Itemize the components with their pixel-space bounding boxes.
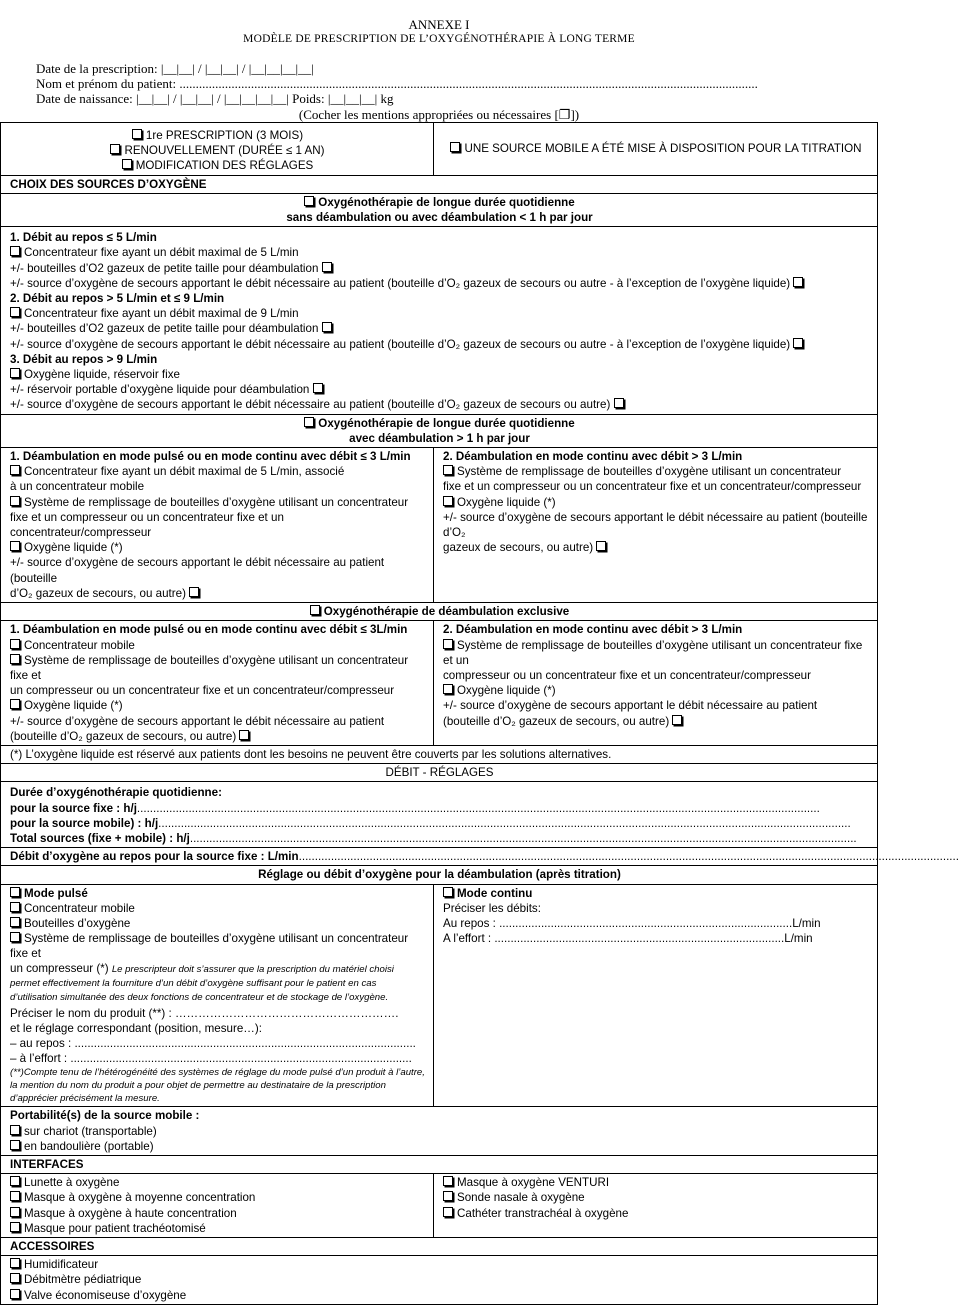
checkbox-icon[interactable] [322, 322, 332, 332]
renewal-option[interactable]: RENOUVELLEMENT (DURÉE ≤ 1 AN) [10, 143, 425, 158]
checkbox-icon[interactable] [10, 496, 20, 506]
checkbox-icon[interactable] [672, 715, 682, 725]
continu-effort-field[interactable]: A l’effort : ..........................................................................................L/min [443, 932, 813, 946]
patient-name[interactable]: Nom et prénom du patient: .................................................................................................................................................................................. [36, 76, 758, 91]
annex-title: ANNEXE I [408, 17, 470, 32]
avec-left-option-2[interactable]: Système de remplissage de bouteilles d’oxygène utilisant un concentrateur [10, 495, 425, 510]
checkbox-icon[interactable] [443, 684, 453, 694]
checkbox-icon[interactable] [10, 654, 20, 664]
excl-right-option-1[interactable]: Système de remplissage de bouteilles d’oxygène utilisant un concentrateur fixe et un [443, 638, 863, 667]
checkbox-icon[interactable] [793, 277, 803, 287]
mode-pulse: Mode pulsé Concentrateur mobile Bouteilles d’oxygène Système de remplissage de bouteilles d’oxygène utilisant un concentrateur fixe et un compresseur (*) Le prescripteur doit s’assurer que la prescription du matériel choisi permet effectivement la fourniture d’un débit d’oxygène suffisant pour le patient en cas d’utilisation simultanée des deux fonctions de concentrateur et de stockage de l’oxygène. Préciser le nom du produit (**) : …………………………………………………. et le réglage correspondant (position, mesure…): – au repos : .......................................................................................................... – à l’effort : .......................................................................................................... (**)Compte tenu de l’hétérogénéité des systèmes de réglage du mode pulsé d’un produit à l’autre, la mention du nom du produit a pour objet de permettre au destinataire de la prescription d’apprécier précisément la mesure. [1, 884, 434, 1107]
checkbox-icon[interactable] [110, 144, 120, 154]
checkbox-icon[interactable] [122, 159, 132, 169]
pulse-effort-field[interactable]: – à l’effort : .......................................................................................................... [10, 1052, 412, 1066]
checkbox-icon[interactable] [310, 605, 320, 615]
avec-right-option-3[interactable]: gazeux de secours, ou autre) [443, 540, 869, 555]
exclusive-left: 1. Déambulation en mode pulsé ou en mode continu avec débit ≤ 3L/min Concentrateur mobile Système de remplissage de bouteilles d’oxygène utilisant un concentrateur fixe et un compresseur ou un concentrateur fixe et un concentrateur/compresseur Oxygène liquide (*) +/- source d’oxygène de secours apportant le débit nécessaire au patient (bouteille d’O₂ gazeux de secours, ou autre) [1, 621, 434, 746]
checkbox-icon[interactable] [10, 902, 20, 912]
checkbox-icon[interactable] [10, 465, 20, 475]
checkbox-icon[interactable] [443, 1207, 453, 1217]
excl-left-option-2[interactable]: Système de remplissage de bouteilles d’oxygène utilisant un concentrateur fixe et [10, 653, 409, 682]
checkbox-icon[interactable] [10, 639, 20, 649]
checkbox-icon[interactable] [10, 1289, 20, 1299]
checkbox-icon[interactable] [304, 196, 314, 206]
h1-option-1[interactable]: Concentrateur fixe ayant un débit maximal de 5 L/min [10, 245, 869, 260]
checkbox-icon[interactable] [322, 262, 332, 272]
portab-option-2[interactable]: en bandoulière (portable) [10, 1139, 869, 1154]
debit-repos-field[interactable]: Débit d’oxygène au repos pour la source fixe : L/min............................................................................................................................................................................................................. [1, 848, 878, 866]
checkbox-icon[interactable] [10, 307, 20, 317]
checkbox-icon[interactable] [443, 465, 453, 475]
h2-option-3[interactable]: +/- source d’oxygène de secours apportant le débit nécessaire au patient (bouteille d’O₂ gazeux de secours ou autre - à l’exception de l’oxygène liquide) [10, 337, 869, 352]
accessoire-valve[interactable]: Valve économiseuse d’oxygène [10, 1288, 869, 1303]
mode-continu: Mode continu Préciser les débits: Au repos : ...........................................................................................L/min A l’effort : ..........................................................................................L/min [434, 884, 878, 1107]
checkbox-icon[interactable] [10, 1222, 20, 1232]
avec-left-option-4[interactable]: d’O₂ gazeux de secours, ou autre) [10, 586, 425, 601]
debit-reglages-title: DÉBIT - RÉGLAGES [1, 764, 878, 782]
interface-sonde[interactable]: Sonde nasale à oxygène [443, 1190, 869, 1205]
longue-avec-right: 2. Déambulation en mode continu avec débit > 3 L/min Système de remplissage de bouteilles d’oxygène utilisant un concentrateur fixe et un compresseur ou un concentrateur fixe et un concentrateur/compresseur Oxygène liquide (*) +/- source d’oxygène de secours apportant le débit nécessaire au patient (bouteille d’O₂ gazeux de secours, ou autre) [434, 448, 878, 603]
first-prescription-option[interactable]: 1re PRESCRIPTION (3 MOIS) [10, 128, 425, 143]
duree-section: Durée d’oxygénothérapie quotidienne: pour la source fixe : h/j.................................................................................................................................................................................................................... pour la source mobile) : h/j....................................................................................................................................................................................................................... Total sources (fixe + mobile) : h/j............................................................................................................................................................................................................... [1, 782, 878, 848]
mode-continu-option[interactable]: Mode continu [443, 886, 869, 901]
mobile-source-option[interactable]: UNE SOURCE MOBILE A ÉTÉ MISE À DISPOSITION POUR LA TITRATION [434, 123, 878, 176]
interfaces-left [1, 1174, 434, 1238]
checkbox-icon[interactable] [10, 541, 20, 551]
checkbox-icon[interactable] [10, 887, 20, 897]
duree-total-field[interactable]: Total sources (fixe + mobile) : h/j............................................................................................................................................................................................................... [10, 831, 857, 845]
checkbox-icon[interactable] [10, 368, 20, 378]
exclusive-title: Oxygénothérapie de déambulation exclusive [1, 603, 878, 621]
longue-sans-options: 1. Débit au repos ≤ 5 L/min Concentrateur fixe ayant un débit maximal de 5 L/min +/- bouteilles d’O2 gazeux de petite taille pour déambulation +/- source d’oxygène de secours apportant le débit nécessaire au patient (bouteille d’O₂ gazeux de secours ou autre - à l’exception de l’oxygène liquide) 2. Débit au repos > 5 L/min et ≤ 9 L/min Concentrateur fixe ayant un débit maximal de 9 L/min +/- bouteilles d’O2 gazeux de petite taille pour déambulation +/- source d’oxygène de secours apportant le débit nécessaire au patient (bouteille d’O₂ gazeux de secours ou autre - à l’exception de l’oxygène liquide) 3. Débit au repos > 9 L/min Oxygène liquide, réservoir fixe +/- réservoir portable d’oxygène liquide pour déambulation +/- source d’oxygène de secours apportant le débit nécessaire au patient (bouteille d’O₂ gazeux de secours ou autre) [1, 227, 878, 414]
checkbox-icon[interactable] [10, 1140, 20, 1150]
interfaces-right [434, 1174, 878, 1238]
birth-weight[interactable]: Date de naissance: |__|__| / |__|__| / |__|__|__|__| Poids: |__|__|__| kg [36, 91, 394, 106]
interface-lunette[interactable]: Lunette à oxygène [10, 1175, 425, 1190]
checkbox-icon[interactable] [596, 541, 606, 551]
checkbox-icon[interactable] [10, 932, 20, 942]
checkbox-icon[interactable] [189, 587, 199, 597]
excl-left-option-4[interactable]: (bouteille d’O₂ gazeux de secours, ou autre) [10, 729, 425, 744]
h2-option-2[interactable]: +/- bouteilles d’O2 gazeux de petite taille pour déambulation [10, 321, 869, 336]
duree-mobile-field[interactable]: pour la source mobile) : h/j....................................................................................................................................................................................................................... [10, 816, 851, 830]
prescription-type [1, 123, 434, 176]
excl-right-option-2[interactable]: Oxygène liquide (*) [443, 683, 869, 698]
checkbox-icon[interactable] [132, 129, 142, 139]
pulse-prescriber-note: Le prescripteur doit s’assurer que la prescription du matériel choisi permet effectivement la fourniture d’un débit d’oxygène suffisant pour le patient en cas d’utilisation simultanée des deux fonctions de concentrateur et de stockage de l’oxygène. [10, 963, 394, 1003]
longue-sans-title: Oxygénothérapie de longue durée quotidienne sans déambulation ou avec déambulation < 1 h par jour [1, 193, 878, 226]
checkbox-icon[interactable] [10, 1176, 20, 1186]
interface-masque-moyenne[interactable]: Masque à oxygène à moyenne concentration [10, 1190, 425, 1205]
avec-left-option-1[interactable]: Concentrateur fixe ayant un débit maximal de 5 L/min, associé [10, 464, 425, 479]
checkbox-icon[interactable] [10, 699, 20, 709]
checkbox-icon[interactable] [10, 1207, 20, 1217]
pulse-footnote: (**)Compte tenu de l’hétérogénéité des systèmes de réglage du mode pulsé d’un produit à l’autre, la mention du nom du produit a pour objet de permettre au destinataire de la prescription d’apprécier précisément la mesure. [10, 1067, 425, 1105]
interface-masque-tracheo[interactable]: Masque pour patient trachéotomisé [10, 1221, 425, 1236]
reglage-title: Réglage ou débit d’oxygène pour la déambulation (après titration) [1, 866, 878, 884]
longue-avec-title: Oxygénothérapie de longue durée quotidienne avec déambulation > 1 h par jour [1, 414, 878, 447]
excl-left-option-1[interactable]: Concentrateur mobile [10, 638, 425, 653]
checkbox-icon[interactable] [443, 1176, 453, 1186]
accessoires-list [1, 1256, 878, 1305]
annex-subtitle: MODÈLE DE PRESCRIPTION DE L’OXYGÉNOTHÉRAPIE À LONG TERME [243, 33, 635, 45]
pulse-option-2[interactable]: Bouteilles d’oxygène [10, 916, 425, 931]
check-instruction: (Cocher les mentions appropriées ou nécessaires [❐]) [298, 107, 580, 122]
h1-option-3[interactable]: +/- source d’oxygène de secours apportant le débit nécessaire au patient (bouteille d’O₂ gazeux de secours ou autre - à l’exception de l’oxygène liquide) [10, 276, 869, 291]
checkbox-icon[interactable] [239, 730, 249, 740]
pulse-option-1[interactable]: Concentrateur mobile [10, 901, 425, 916]
liquid-footnote: (*) L’oxygène liquide est réservé aux patients dont les besoins ne peuvent être couverts par les solutions alternatives. [1, 745, 878, 763]
continu-repos-field[interactable]: Au repos : ...........................................................................................L/min [443, 916, 821, 930]
choix-sources-title: CHOIX DES SOURCES D’OXYGÈNE [1, 175, 878, 193]
avec-left-option-3[interactable]: Oxygène liquide (*) [10, 540, 425, 555]
h1-option-2[interactable]: +/- bouteilles d’O2 gazeux de petite taille pour déambulation [10, 261, 869, 276]
date-prescription[interactable]: Date de la prescription: |__|__| / |__|__| / |__|__|__|__| [36, 61, 314, 76]
h3-option-1[interactable]: Oxygène liquide, réservoir fixe [10, 367, 869, 382]
checkbox-icon[interactable] [10, 1273, 20, 1283]
excl-left-option-3[interactable]: Oxygène liquide (*) [10, 698, 425, 713]
checkbox-icon[interactable] [443, 496, 453, 506]
checkbox-icon[interactable] [443, 1191, 453, 1201]
checkbox-icon[interactable] [10, 1191, 20, 1201]
accessoire-humidificateur[interactable]: Humidificateur [10, 1257, 869, 1272]
interface-catheter[interactable]: Cathéter transtrachéal à oxygène [443, 1206, 869, 1221]
avec-right-option-1[interactable]: Système de remplissage de bouteilles d’oxygène utilisant un concentrateur [443, 464, 869, 479]
accessoire-debitmetre[interactable]: Débitmètre pédiatrique [10, 1272, 869, 1287]
checkbox-icon[interactable] [313, 383, 323, 393]
settings-change-option[interactable]: MODIFICATION DES RÉGLAGES [10, 158, 425, 173]
portab-option-1[interactable]: sur chariot (transportable) [10, 1124, 869, 1139]
pulse-repos-field[interactable]: – au repos : .......................................................................................................... [10, 1036, 416, 1050]
checkbox-icon[interactable] [450, 142, 460, 152]
portabilite-section: Portabilité(s) de la source mobile : sur chariot (transportable) en bandoulière (portable) [1, 1107, 878, 1156]
checkbox-icon[interactable] [10, 1125, 20, 1135]
checkbox-icon[interactable] [10, 246, 20, 256]
interface-masque-haute[interactable]: Masque à oxygène à haute concentration [10, 1206, 425, 1221]
avec-right-option-2[interactable]: Oxygène liquide (*) [443, 495, 869, 510]
interfaces-title: INTERFACES [1, 1155, 878, 1173]
h2-option-1[interactable]: Concentrateur fixe ayant un débit maximal de 9 L/min [10, 306, 869, 321]
checkbox-icon[interactable] [793, 338, 803, 348]
interface-venturi[interactable]: Masque à oxygène VENTURI [443, 1175, 869, 1190]
duree-fixe-field[interactable]: pour la source fixe : h/j.................................................................................................................................................................................................................... [10, 801, 820, 815]
h3-option-2[interactable]: +/- réservoir portable d’oxygène liquide pour déambulation [10, 382, 869, 397]
product-name-field[interactable]: Préciser le nom du produit (**) : …………………………………………………. [10, 1006, 399, 1020]
h3-option-3[interactable]: +/- source d’oxygène de secours apportant le débit nécessaire au patient (bouteille d’O₂ gazeux de secours ou autre) [10, 397, 869, 412]
longue-avec-left: 1. Déambulation en mode pulsé ou en mode continu avec débit ≤ 3 L/min Concentrateur fixe ayant un débit maximal de 5 L/min, associé à un concentrateur mobile Système de remplissage de bouteilles d’oxygène utilisant un concentrateur fixe et un compresseur ou un concentrateur fixe et un concentrateur/compresseur Oxygène liquide (*) +/- source d’oxygène de secours apportant le débit nécessaire au patient (bouteille d’O₂ gazeux de secours, ou autre) [1, 448, 434, 603]
prescription-form [0, 122, 959, 1305]
pulse-option-3[interactable]: Système de remplissage de bouteilles d’oxygène utilisant un concentrateur fixe et [10, 932, 409, 961]
exclusive-right: 2. Déambulation en mode continu avec débit > 3 L/min Système de remplissage de bouteilles d’oxygène utilisant un concentrateur fixe et un compresseur ou un concentrateur fixe et un concentrateur/compresseur Oxygène liquide (*) +/- source d’oxygène de secours apportant le débit nécessaire au patient (bouteille d’O₂ gazeux de secours, ou autre) [434, 621, 878, 746]
accessoires-title: ACCESSOIRES [1, 1238, 878, 1256]
mode-pulse-option[interactable]: Mode pulsé [10, 886, 425, 901]
checkbox-icon[interactable] [10, 1258, 20, 1268]
excl-right-option-3[interactable]: (bouteille d’O₂ gazeux de secours, ou autre) [443, 714, 869, 729]
checkbox-icon[interactable] [443, 639, 453, 649]
checkbox-icon[interactable] [443, 887, 453, 897]
checkbox-icon[interactable] [614, 398, 624, 408]
checkbox-icon[interactable] [304, 417, 314, 427]
checkbox-icon[interactable] [10, 917, 20, 927]
